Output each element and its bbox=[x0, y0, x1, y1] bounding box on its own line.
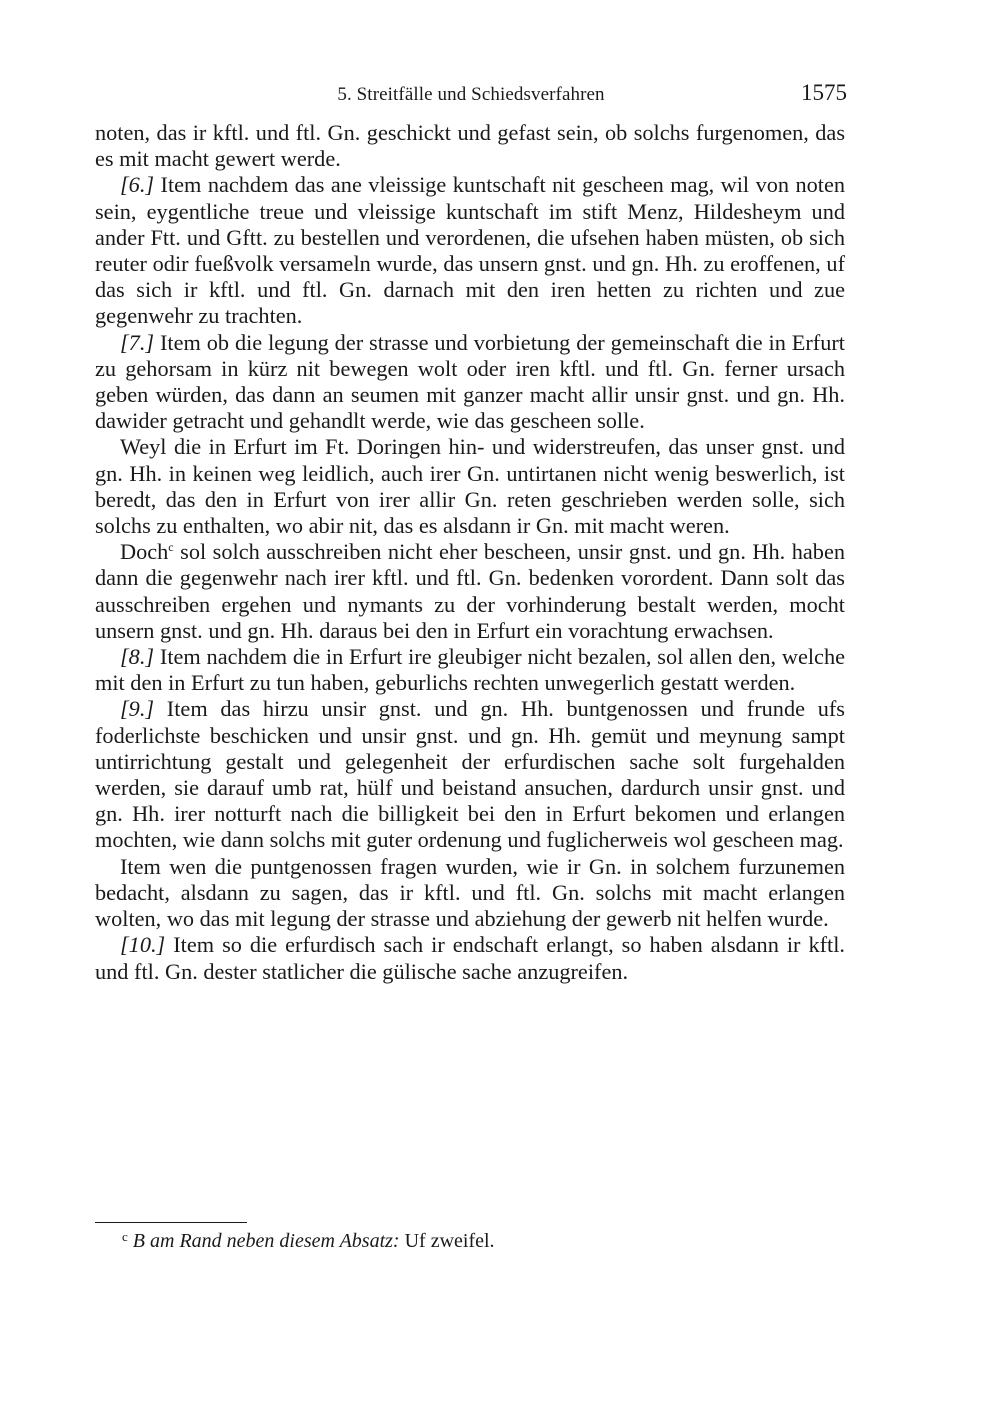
paragraph-text: Item nachdem das ane vleissige kuntschaft nit gescheen mag, wil von noten sein, eygentliche treue und vleissige kuntschaft im stift Menz, Hildesheym und ander Ftt. und Gftt. zu bestellen und verordenen, die ufsehen haben müsten, ob sich reuter odir fueßvolk versameln wurde, das unsern gnst. und gn. Hh. zu eroffenen, uf das sich ir kftl. und ftl. Gn. darnach mit den iren hetten zu richten und zue gegenwehr zu trachten. bbox=[95, 172, 845, 329]
running-title: 5. Streitfälle und Schiedsverfahren bbox=[337, 84, 605, 105]
paragraph-8 bbox=[95, 644, 845, 696]
paragraph-number: [7.] bbox=[120, 329, 155, 355]
paragraph-doch bbox=[95, 539, 845, 644]
paragraph-text: Item wen die puntgenossen fragen wurden, wie ir Gn. in solchem furzunemen bedacht, alsdann zu sagen, das ir kftl. und ftl. Gn. solchs mit macht erlangen wolten, wo das mit legung der strasse und abziehung der gewerb nit helfen wurde. bbox=[95, 853, 845, 932]
footnote-text: Uf zweifel. bbox=[399, 1230, 495, 1252]
paragraph-text: Weyl die in Erfurt im Ft. Doringen hin- und widerstreufen, das unser gnst. und gn. Hh. in keinen weg leidlich, auch irer Gn. untirtanen nicht wenig beswerlich, ist beredt, das den in Erfurt von irer allir Gn. reten geschrieben werden solle, sich solchs zu enthalten, wo abir nit, das es alsdann ir Gn. mit macht weren. bbox=[95, 434, 845, 539]
paragraph-number: [6.] bbox=[120, 172, 155, 198]
paragraph-text: Item nachdem die in Erfurt ire gleubiger nicht bezalen, sol allen den, welche mit den in Erfurt zu tun haben, geburlichs rechten unwegerlich gestatt werden. bbox=[95, 644, 845, 696]
paragraph-lead: Doch bbox=[120, 539, 169, 565]
footnote bbox=[122, 1228, 842, 1254]
footnote-mark: c bbox=[122, 1229, 128, 1244]
paragraph-10 bbox=[95, 932, 845, 984]
paragraph-number: [10.] bbox=[120, 932, 166, 958]
footnote-italic: B am Rand neben diesem Absatz: bbox=[132, 1230, 400, 1252]
paragraph-text: sol solch ausschreiben nicht eher bescheen, unsir gnst. und gn. Hh. haben dann die gegenwehr nach irer kftl. und ftl. Gn. bedenken vorordent. Dann solt das ausschreiben ergehen und nymants zu der vorhinderung bestalt werden, mocht unsern gnst. und gn. Hh. daraus bei den in Erfurt ein vorachtung erwachsen. bbox=[95, 539, 845, 643]
paragraph-number: [8.] bbox=[120, 644, 155, 670]
paragraph-text: Item ob die legung der strasse und vorbietung der gemeinschaft die in Erfurt zu gehorsam in kürz nit bewegen wolt oder iren kftl. und ftl. Gn. ferner ursach geben würden, das dann an seumen mit ganzer macht allir unsir gnst. und gn. Hh. dawider getracht und gehandlt werde, wie das gescheen solle. bbox=[95, 329, 845, 434]
paragraph-text: Item das hirzu unsir gnst. und gn. Hh. buntgenossen und frunde ufs foderlichste beschicken und unsir gnst. und gn. Hh. gemüt und meynung sampt untirrichtung gestalt und gelegenheit der erfurdischen sache solt furgehalden werden, sie darauf umb rat, hülf und beistand ansuchen, dardurch unsir gnst. und gn. Hh. irer notturft nach die billigkeit bei den in Erfurt bekomen und erlangen mochten, wie dann solchs mit guter ordenung und fuglicherweis wol gescheen mag. bbox=[95, 696, 845, 853]
paragraph-9 bbox=[95, 696, 845, 853]
paragraph-item-wen bbox=[95, 854, 845, 933]
paragraph-text: Item so die erfurdisch sach ir endschaft erlangt, so haben alsdann ir kftl. und ftl. Gn. dester statlicher die gülische sache anzugreifen. bbox=[95, 932, 845, 984]
page-number: 1575 bbox=[801, 80, 847, 105]
paragraph-weyl bbox=[95, 434, 845, 539]
paragraph-number: [9.] bbox=[120, 696, 155, 722]
body-text bbox=[95, 120, 845, 985]
footnote-reference: c bbox=[168, 540, 174, 555]
footnote-divider bbox=[95, 1222, 247, 1223]
paragraph-7 bbox=[95, 330, 845, 435]
page-header bbox=[95, 80, 847, 108]
paragraph-6 bbox=[95, 172, 845, 329]
paragraph-text: noten, das ir kftl. und ftl. Gn. geschickt und gefast sein, ob solchs furgenomen, das es mit macht gewert werde. bbox=[95, 120, 845, 172]
paragraph-1 bbox=[95, 120, 845, 172]
